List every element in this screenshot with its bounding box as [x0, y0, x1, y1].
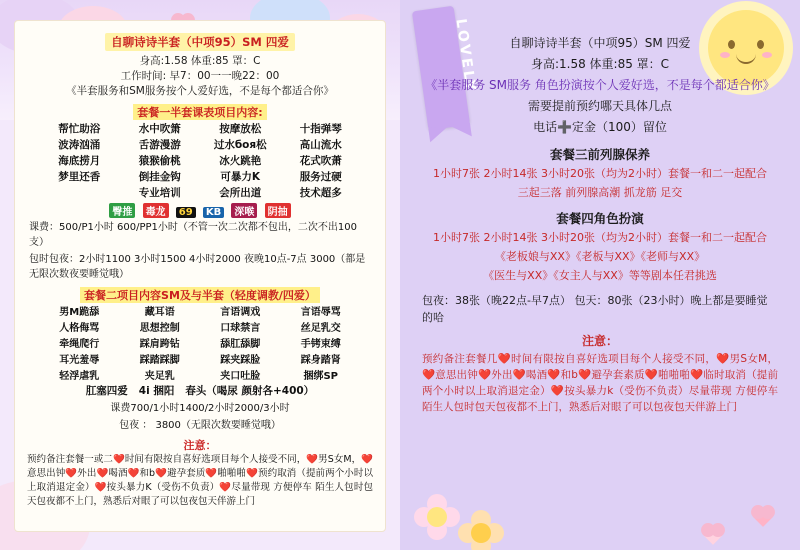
menu-item: 舌游漫游: [138, 139, 181, 151]
right-section3-line-2: 三起三落 前列腺高潮 抓龙筋 足交: [517, 186, 683, 199]
menu-item: 舔肛舔脚: [220, 339, 261, 350]
right-purple-note: 《半套服务 SM服务 角色扮演按个人爱好选，不是每个都适合你》: [425, 78, 775, 92]
menu-item: 夹足乳: [144, 371, 175, 382]
tag-badge: 臀推: [109, 203, 135, 218]
menu-item: 水中吹箫: [138, 123, 181, 135]
left-section1-title: 套餐一半套课表项目内容:: [133, 104, 266, 120]
ribbon-label: LOVELY: [452, 17, 479, 95]
menu-item: 男M跪舔: [59, 307, 100, 318]
left-menu2-last-row: [27, 384, 373, 399]
menu-item: 花式吹萧: [299, 155, 342, 167]
menu-item: 牵绳爬行: [59, 339, 100, 350]
menu-item: 海底捞月: [58, 155, 101, 167]
menu-item: 技术超多: [299, 187, 342, 199]
left-section2-title: 套餐二项目内容SM及与半套（轻度调教/四爱）: [80, 287, 320, 303]
tag-badge: 深喉: [231, 203, 257, 218]
menu-item: 踩身踏肾: [300, 355, 341, 366]
right-section4-line-1: 1小时7张 2小时14张 3小时20张（均为2小时）套餐一和二一起配合: [433, 231, 767, 244]
menu-item: 春头（喝尿 颜射各+400）: [185, 385, 315, 397]
menu-item: 可暴力K: [220, 171, 261, 183]
left-stat-line-1: 身高:1.58 体重:85 罩：C: [139, 55, 261, 67]
menu-item: 踩夹踩脸: [220, 355, 261, 366]
menu-item: 倒挂金钩: [138, 171, 181, 183]
left-content-card: [14, 20, 386, 532]
left-night2: 包夜 ： 3800（无限次数要睡觉哦）: [119, 420, 281, 431]
menu-item: 耳光羞辱: [59, 355, 100, 366]
menu-item: 手铐束缚: [300, 339, 341, 350]
flower-center: [471, 523, 491, 543]
flower-icon: [414, 494, 460, 540]
right-warning-title: 注意：: [581, 334, 618, 348]
right-section4-line-2: 《老板娘与XX》《老板与XX》《老师与XX》: [494, 250, 706, 263]
menu-item: 言语调戏: [220, 307, 261, 318]
left-section1-row: [27, 99, 373, 122]
menu-item: 波涛汹涌: [58, 139, 101, 151]
menu-item: 帮忙助浴: [58, 123, 101, 135]
left-warning-title: 注意：: [183, 439, 217, 452]
right-advance-note: 需要提前预约哪天具体几点: [527, 99, 672, 113]
menu-item: 冰火跳艳: [219, 155, 262, 167]
left-menu1-grid: [27, 122, 373, 201]
right-page-title: 自聊诗诗半套（中项95）SM 四爱: [509, 36, 691, 50]
left-page-title: 自聊诗诗半套（中项95）SM 四爱: [105, 33, 295, 51]
menu-item: 踩踏踩脚: [139, 355, 180, 366]
tag-badge: 69: [176, 207, 196, 218]
menu-item: 过水боя松: [213, 139, 267, 151]
menu-item: 猿猴偷桃: [138, 155, 181, 167]
left-menu2-grid: [27, 305, 373, 384]
menu-item: 捆绑SP: [303, 371, 339, 382]
menu-item: 会所出道: [219, 187, 262, 199]
left-fee1: 课费：500/P1小时 600/PP1小时（不管一次二次都不包出，二次不出100支）: [29, 222, 357, 248]
right-contact-note: 电话➕定金（100）留位: [533, 120, 667, 134]
right-section3-title: 套餐三前列腺保养: [549, 147, 650, 162]
right-content: [400, 0, 800, 415]
left-title-row: [27, 31, 373, 51]
right-panel: [400, 0, 800, 550]
menu-item: 专业培训: [138, 187, 181, 199]
right-package-line: 包夜：38张（晚22点-早7点） 包天：80张（23小时）晚上都是要睡觉的哈: [422, 294, 768, 324]
menu-item: 口球禁言: [220, 323, 261, 334]
left-stat-line-3: 《半套服务和SM服务按个人爱好选，不是每个都适合你》: [66, 85, 334, 97]
menu-item: 服务过硬: [299, 171, 342, 183]
tag-badge: 毒龙: [143, 203, 169, 218]
menu-item: 4i 捆阳: [138, 385, 175, 397]
tag-badge: 阴抽: [265, 203, 291, 218]
menu-item: 肛塞四爱: [85, 385, 128, 397]
left-warning-body: 预约备注套餐一或二❤️时间有限按自喜好选项目每个人接受不同，❤️男S女M，❤️意思出钟❤️外出❤️喝酒❤️和b❤️避孕套质❤️啪啪啪❤️预约取消（提前两个小时以上取消退定金）❤️按头暴力K（受伤不负责）❤️尽量带现 方便停车 陌生人包时包天包夜都不上门，熟悉后对眼了可以包夜包天伴游上门: [27, 454, 373, 507]
menu-item: 梦里还香: [58, 171, 101, 183]
menu-item: 按摩放松: [219, 123, 262, 135]
left-night1: 包时包夜：2小时1100 3小时1500 4小时2000 夜晚10点-7点 3000（都是无限次数夜要睡觉哦）: [29, 254, 366, 280]
flower-icon: [458, 510, 504, 550]
heart-icon: [703, 525, 723, 545]
right-section4-line-3: 《医生与XX》《女主人与XX》等等剧本任君挑选: [483, 269, 717, 282]
left-tag-row: [27, 203, 373, 218]
menu-item: 夹口吐脸: [220, 371, 261, 382]
menu-item: 言语辱骂: [300, 307, 341, 318]
heart-icon: [753, 507, 773, 527]
menu-item: 高山流水: [299, 139, 342, 151]
menu-item: 踩肩跨钻: [139, 339, 180, 350]
left-section2-row: [27, 282, 373, 305]
flower-center: [427, 507, 447, 527]
menu-item: 藏耳语: [144, 307, 175, 318]
left-fee2: 课费700/1小时1400/2小时2000/3小时: [110, 403, 290, 414]
menu-item: 丝足乳交: [300, 323, 341, 334]
right-section3-line-1: 1小时7张 2小时14张 3小时20张（均为2小时）套餐一和二一起配合: [433, 167, 767, 180]
right-stat-line: 身高:1.58 体重:85 罩：C: [530, 57, 670, 71]
menu-item: 思想控制: [139, 323, 180, 334]
left-stat-line-2: 工作时间: 早7：00一一晚22：00: [120, 70, 280, 82]
menu-item: 轻浮虐乳: [59, 371, 100, 382]
right-warning-body: 预约备注套餐几❤️时间有限按自喜好选项目每个人接受不同，❤️男S女M，❤️意思出钟❤️外出❤️喝酒❤️和b❤️避孕套素质❤️啪啪啪❤️临时取消（提前两个小时以上取消退定金）❤️按头暴力k（受伤不负责）尽量带现 方便停车 陌生人包时包天包夜都不上门，熟悉后对眼了可以包夜包天伴游上门: [422, 353, 778, 413]
right-section4-title: 套餐四角色扮演: [556, 211, 644, 226]
menu-item: 十指弹琴: [299, 123, 342, 135]
tag-badge: KB: [203, 207, 224, 218]
menu-item: 人格侮骂: [59, 323, 100, 334]
